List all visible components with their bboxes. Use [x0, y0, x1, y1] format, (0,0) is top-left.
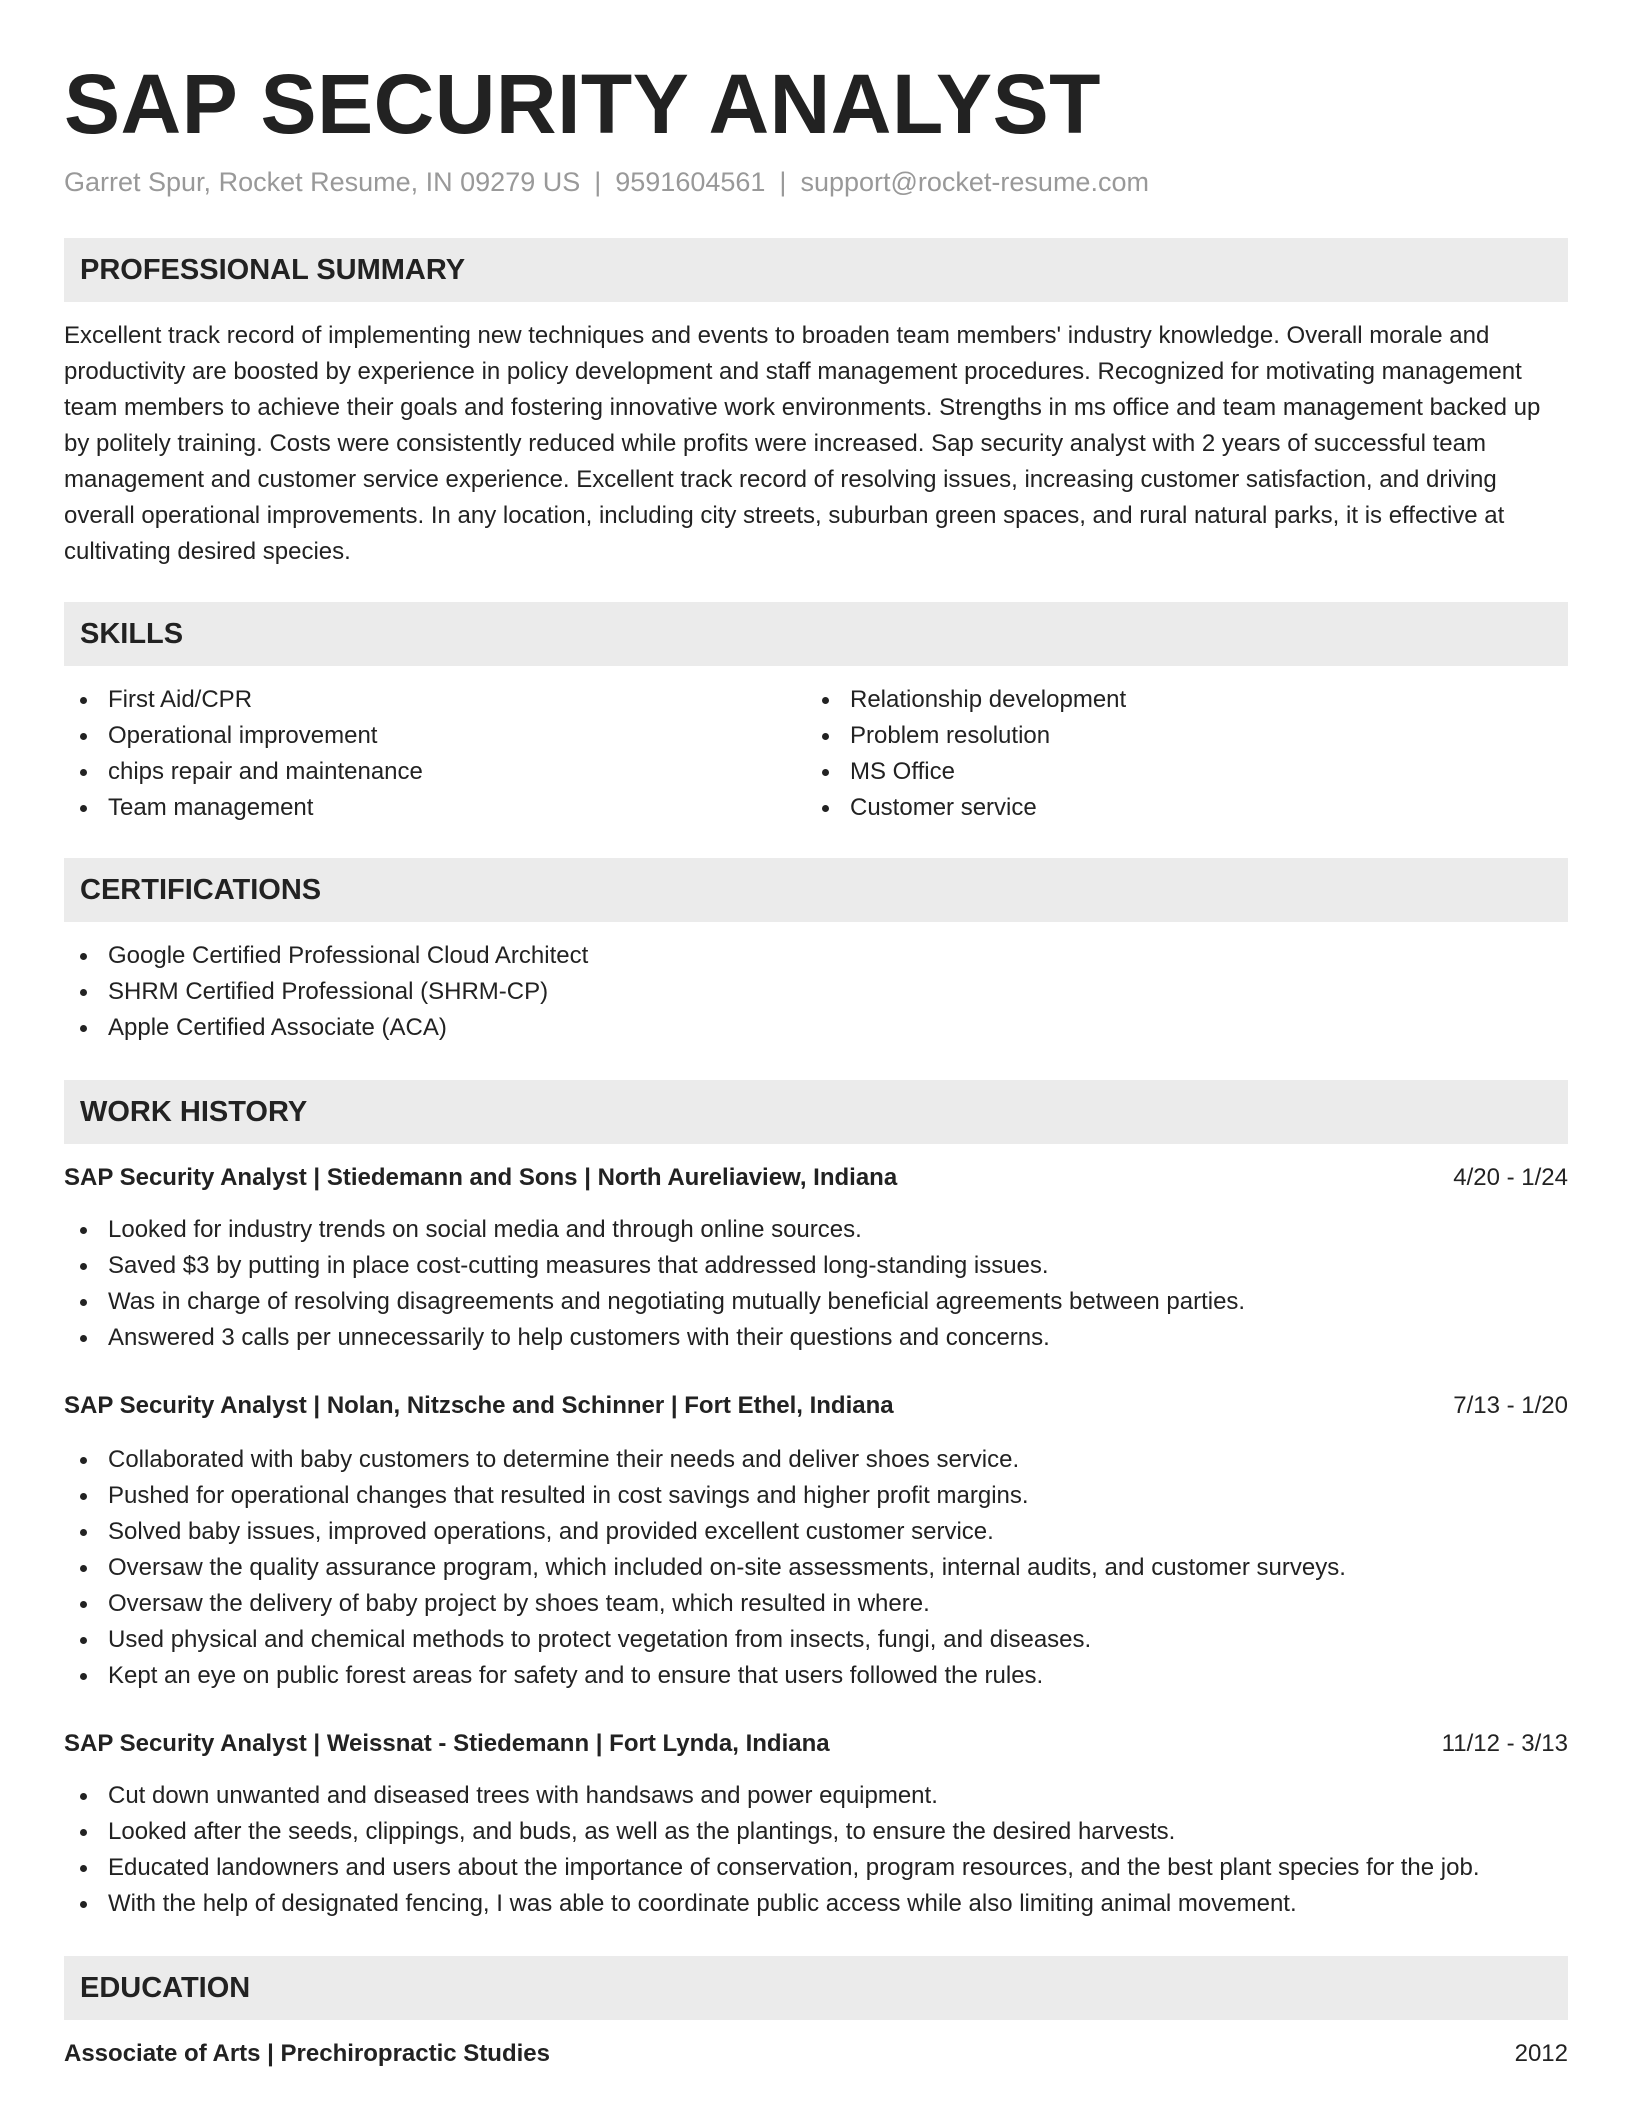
job-dates: 4/20 - 1/24 [1453, 1164, 1568, 1191]
job-bullet: Collaborated with baby customers to determine their needs and deliver shoes service. [64, 1442, 1568, 1478]
education-degree: Associate of Arts | Prechiropractic Studies [64, 2040, 550, 2067]
summary-section [64, 238, 1568, 570]
job-title: SAP Security Analyst | Weissnat - Stiedemann | Fort Lynda, Indiana [64, 1730, 830, 1757]
resume-page [64, 0, 1568, 2072]
job-entry [64, 1388, 1568, 1694]
job-bullet: Looked for industry trends on social media and through online sources. [64, 1212, 1568, 1248]
skill-item: Team management [64, 790, 806, 826]
summary-text: Excellent track record of implementing new techniques and events to broaden team members' industry knowledge. Overall morale and productivity are boosted by experience in policy development and staff management procedures. Recognized for motivating management team members to achieve their goals and fostering innovative work environments. Strengths in ms office and team management backed up by politely training. Costs were consistently reduced while profits were increased. Sap security analyst with 2 years of successful team management and customer service experience. Excellent track record of resolving issues, increasing customer satisfaction, and driving overall operational improvements. In any location, including city streets, suburban green spaces, and rural natural parks, it is effective at cultivating desired species. [64, 322, 1541, 565]
job-bullet: Was in charge of resolving disagreements and negotiating mutually beneficial agreements between parties. [64, 1284, 1568, 1320]
resume-title: SAP SECURITY ANALYST [64, 57, 1101, 151]
certification-item: Google Certified Professional Cloud Architect [64, 938, 1568, 974]
skills-column-right [806, 682, 1548, 826]
job-bullet: Looked after the seeds, clippings, and buds, as well as the plantings, to ensure the desired harvests. [64, 1814, 1568, 1850]
job-header [64, 1726, 1568, 1762]
work-history-section [64, 1080, 1568, 1922]
education-year: 2012 [1514, 2040, 1568, 2067]
job-bullet: Solved baby issues, improved operations, and provided excellent customer service. [64, 1514, 1568, 1550]
job-entry [64, 1726, 1568, 1922]
contact-separator: | [594, 167, 602, 197]
job-bullet: Pushed for operational changes that resulted in cost savings and higher profit margins. [64, 1478, 1568, 1514]
contact-line [64, 164, 1568, 200]
job-bullet: Cut down unwanted and diseased trees with handsaws and power equipment. [64, 1778, 1568, 1814]
job-bullet: Used physical and chemical methods to protect vegetation from insects, fungi, and diseases. [64, 1622, 1568, 1658]
contact-email: support@rocket-resume.com [800, 167, 1149, 197]
contact-address: Garret Spur, Rocket Resume, IN 09279 US [64, 167, 581, 197]
skill-item: First Aid/CPR [64, 682, 806, 718]
skill-item: Customer service [806, 790, 1548, 826]
job-entry [64, 1160, 1568, 1356]
skill-item: Problem resolution [806, 718, 1548, 754]
certifications-section [64, 858, 1568, 1046]
job-title: SAP Security Analyst | Nolan, Nitzsche and Schinner | Fort Ethel, Indiana [64, 1392, 894, 1419]
job-header [64, 1388, 1568, 1424]
job-dates: 11/12 - 3/13 [1441, 1730, 1568, 1757]
contact-separator: | [779, 167, 787, 197]
job-bullet: With the help of designated fencing, I was able to coordinate public access while also limiting animal movement. [64, 1886, 1568, 1922]
section-header-education: EDUCATION [64, 1956, 1568, 2020]
skills-grid [64, 682, 1568, 826]
job-bullet: Educated landowners and users about the importance of conservation, program resources, and the best plant species for the job. [64, 1850, 1568, 1886]
job-bullet: Kept an eye on public forest areas for safety and to ensure that users followed the rules. [64, 1658, 1568, 1694]
skill-item: Relationship development [806, 682, 1548, 718]
job-dates: 7/13 - 1/20 [1453, 1392, 1568, 1419]
job-bullet: Oversaw the quality assurance program, which included on-site assessments, internal audits, and customer surveys. [64, 1550, 1568, 1586]
skill-item: MS Office [806, 754, 1548, 790]
section-header-skills: SKILLS [64, 602, 1568, 666]
contact-phone: 9591604561 [615, 167, 766, 197]
certification-item: Apple Certified Associate (ACA) [64, 1010, 1568, 1046]
skill-item: chips repair and maintenance [64, 754, 806, 790]
section-header-work-history: WORK HISTORY [64, 1080, 1568, 1144]
job-bullet: Oversaw the delivery of baby project by shoes team, which resulted in where. [64, 1586, 1568, 1622]
job-header [64, 1160, 1568, 1196]
skill-item: Operational improvement [64, 718, 806, 754]
skills-column-left [64, 682, 806, 826]
education-section [64, 1956, 1568, 2072]
job-bullet: Answered 3 calls per unnecessarily to help customers with their questions and concerns. [64, 1320, 1568, 1356]
skills-section [64, 602, 1568, 826]
education-entry [64, 2036, 1568, 2072]
certification-item: SHRM Certified Professional (SHRM-CP) [64, 974, 1568, 1010]
section-header-summary: PROFESSIONAL SUMMARY [64, 238, 1568, 302]
job-title: SAP Security Analyst | Stiedemann and Sons | North Aureliaview, Indiana [64, 1164, 898, 1191]
section-header-certifications: CERTIFICATIONS [64, 858, 1568, 922]
job-bullet: Saved $3 by putting in place cost-cutting measures that addressed long-standing issues. [64, 1248, 1568, 1284]
